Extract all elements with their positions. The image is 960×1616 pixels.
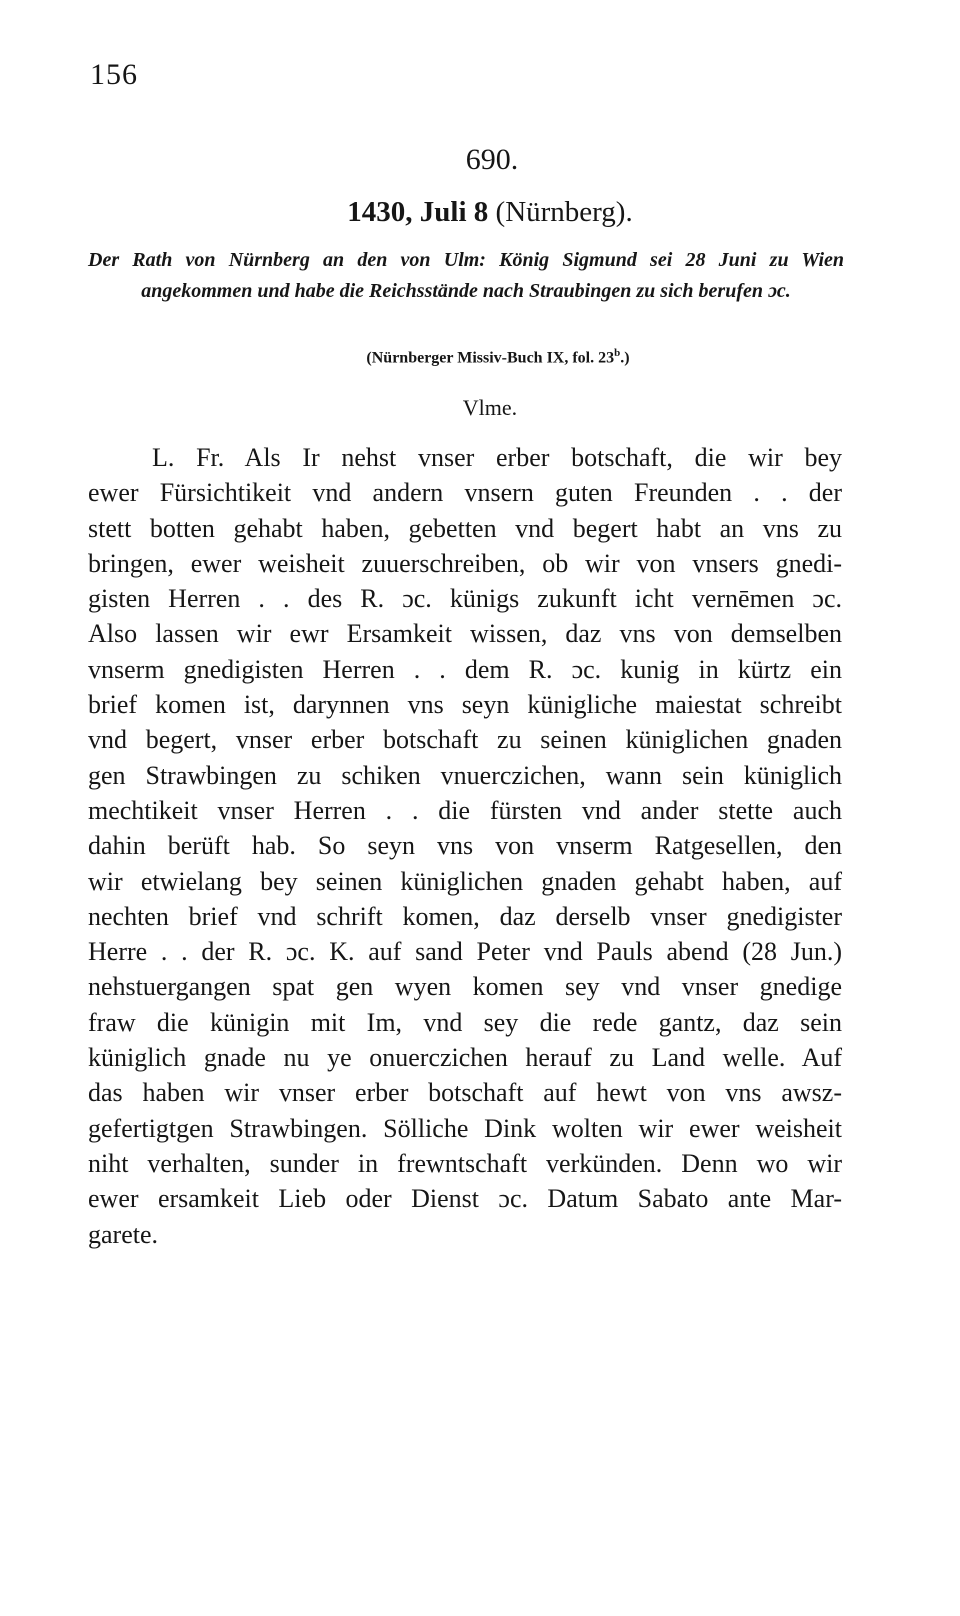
regest-summary: Der Rath von Nürnberg an den von Ulm: König Sigmund sei 28 Juni zu Wien angekommen und habe die Reichsstände nach Straubingen zu sich berufen ɔc. (88, 249, 844, 302)
body-line: gen Strawbingen zu schiken vnuerczichen, wann sein küniglich (88, 760, 842, 790)
body-line: nechten brief vnd schrift komen, daz derselb vnser gnedigister (88, 901, 842, 931)
source-superscript: b (614, 347, 621, 359)
document-date: 1430, Juli 8 (347, 196, 489, 228)
body-line: niht verhalten, sunder in frewntschaft verkünden. Denn wo wir (88, 1148, 842, 1178)
body-line: nehstuergangen spat gen wyen komen sey vnd vnser gnedige (88, 972, 842, 1002)
source-citation (0, 347, 960, 367)
body-line: Also lassen wir ewr Ersamkeit wissen, daz vns von demselben (88, 619, 842, 649)
body-line: gefertigtgen Strawbingen. Sölliche Dink wolten wir ewer weisheit (88, 1113, 842, 1143)
addressee: Vlme. (462, 395, 518, 420)
document-place: (Nürnberg). (495, 196, 633, 228)
body-line: bringen, ewer weisheit zuuerschreiben, ob wir von vnsers gnedi- (88, 548, 842, 578)
document-number: 690. (465, 143, 519, 176)
body-line: fraw die künigin mit Im, vnd sey die rede gantz, daz sein (88, 1007, 842, 1037)
body-line: L. Fr. Als Ir nehst vnser erber botschaft, die wir bey (152, 443, 842, 472)
page-number: 156 (90, 58, 138, 91)
body-line: gisten Herren . . des R. ɔc. künigs zukunft icht vernēmen ɔc. (88, 584, 842, 614)
body-line: das haben wir vnser erber botschaft auf hewt von vns awsz- (88, 1078, 842, 1108)
body-line: vnd begert, vnser erber botschaft zu seinen küniglichen gnaden (88, 725, 842, 755)
body-line: dahin berüft hab. So seyn vns von vnserm Ratgesellen, den (88, 831, 842, 861)
body-line: wir etwielang bey seinen küniglichen gnaden gehabt haben, auf (88, 866, 842, 896)
body-line: ewer ersamkeit Lieb oder Dienst ɔc. Datum Sabato ante Mar- (88, 1184, 842, 1214)
source-text: (Nürnberger Missiv-Buch IX, fol. 23 (366, 349, 615, 367)
body-line: garete. (88, 1219, 159, 1249)
body-line: vnserm gnedigisten Herren . . dem R. ɔc. kunig in kürtz ein (88, 654, 842, 684)
body-line: ewer Fürsichtikeit vnd andern vnsern guten Freunden . . der (88, 478, 842, 508)
body-line: stett botten gehabt haben, gebetten vnd begert habt an vns zu (88, 513, 842, 543)
body-line: mechtikeit vnser Herren . . die fürsten vnd ander stette auch (88, 795, 842, 825)
body-line: küniglich gnade nu ye onuerczichen herauf zu Land welle. Auf (88, 1043, 842, 1073)
date-line (0, 196, 960, 229)
source-close: .) (620, 349, 630, 367)
body-line: brief komen ist, darynnen vns seyn künigliche maiestat schreibt (88, 690, 842, 720)
letter-body (88, 440, 842, 1252)
body-line: Herre . . der R. ɔc. K. auf sand Peter vnd Pauls abend (28 Jun.) (88, 937, 842, 967)
